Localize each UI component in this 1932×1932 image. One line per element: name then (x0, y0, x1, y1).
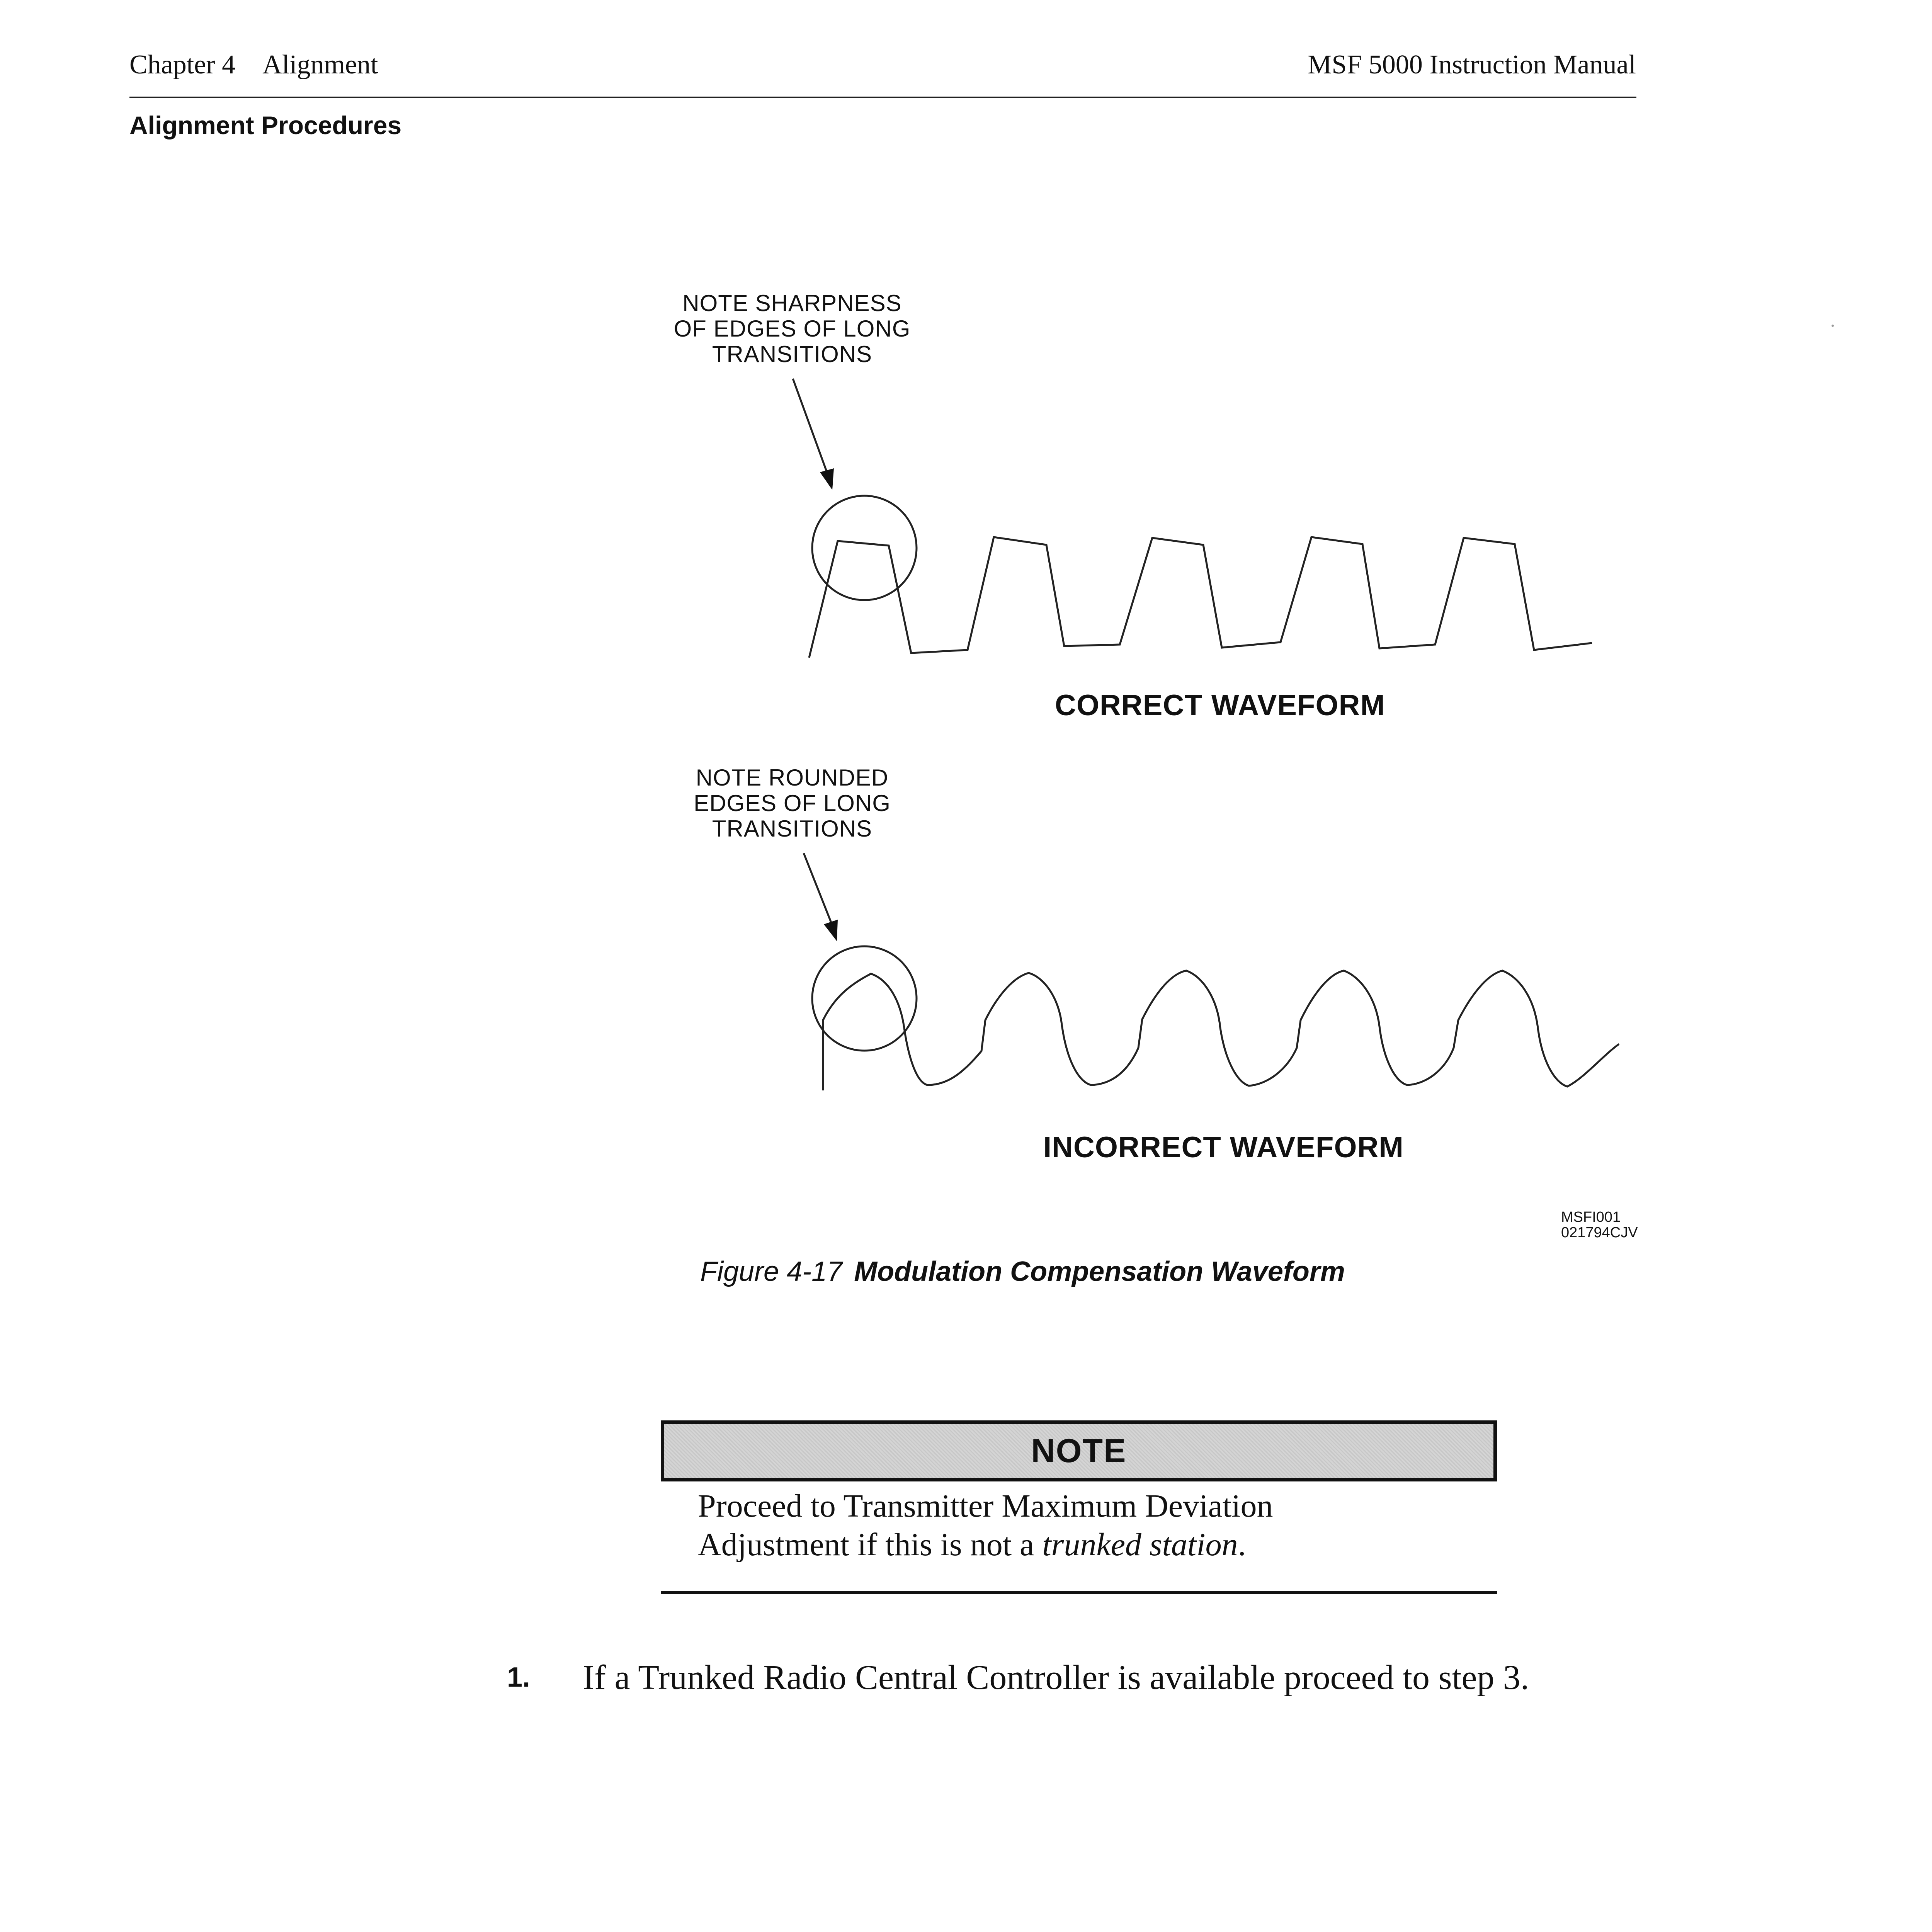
correct-waveform-trace (809, 537, 1592, 658)
figure-title: Modulation Compensation Waveform (854, 1256, 1345, 1287)
section-title: Alignment Procedures (129, 111, 402, 139)
note-emphasis: trunked station (1042, 1527, 1238, 1563)
note-line (698, 1526, 1509, 1564)
figure-caption (700, 1256, 1345, 1287)
callout-line: TRANSITIONS (712, 341, 872, 367)
figure-code-line: MSFI001 (1561, 1209, 1621, 1225)
incorrect-waveform-label: INCORRECT WAVEFORM (1043, 1131, 1404, 1164)
callout-line: NOTE SHARPNESS (682, 290, 902, 316)
note-text: . (1238, 1527, 1246, 1563)
figure-number: Figure 4-17 (700, 1256, 843, 1287)
incorrect-callout-arrow (804, 853, 835, 931)
note-line: Proceed to Transmitter Maximum Deviation (698, 1488, 1273, 1524)
correct-arrowhead (820, 468, 834, 490)
incorrect-waveform-trace (823, 971, 1619, 1090)
callout-line: EDGES OF LONG (694, 790, 891, 816)
correct-waveform-label: CORRECT WAVEFORM (1055, 689, 1385, 722)
running-header-manual-title: MSF 5000 Instruction Manual (1308, 50, 1636, 80)
callout-line: NOTE ROUNDED (696, 765, 889, 791)
note-title: NOTE (1031, 1432, 1127, 1469)
incorrect-callout-circle (812, 946, 917, 1051)
step-text: If a Trunked Radio Central Controller is available proceed to step 3. (583, 1658, 1529, 1697)
callout-line: OF EDGES OF LONG (673, 316, 911, 342)
note-body (698, 1487, 1509, 1564)
incorrect-arrowhead (824, 920, 838, 941)
note-text: Adjustment if this is not a (698, 1527, 1043, 1563)
correct-callout-circle (812, 496, 917, 600)
chapter-number: Chapter 4 (129, 50, 236, 80)
callout-line: TRANSITIONS (712, 816, 872, 842)
note-bottom-rule (661, 1591, 1497, 1594)
step-number: 1. (507, 1662, 531, 1693)
chapter-title: Alignment (262, 50, 378, 80)
figure-code-line: 021794CJV (1561, 1225, 1638, 1241)
figure-code (1561, 1209, 1638, 1240)
correct-callout-arrow (793, 379, 830, 481)
